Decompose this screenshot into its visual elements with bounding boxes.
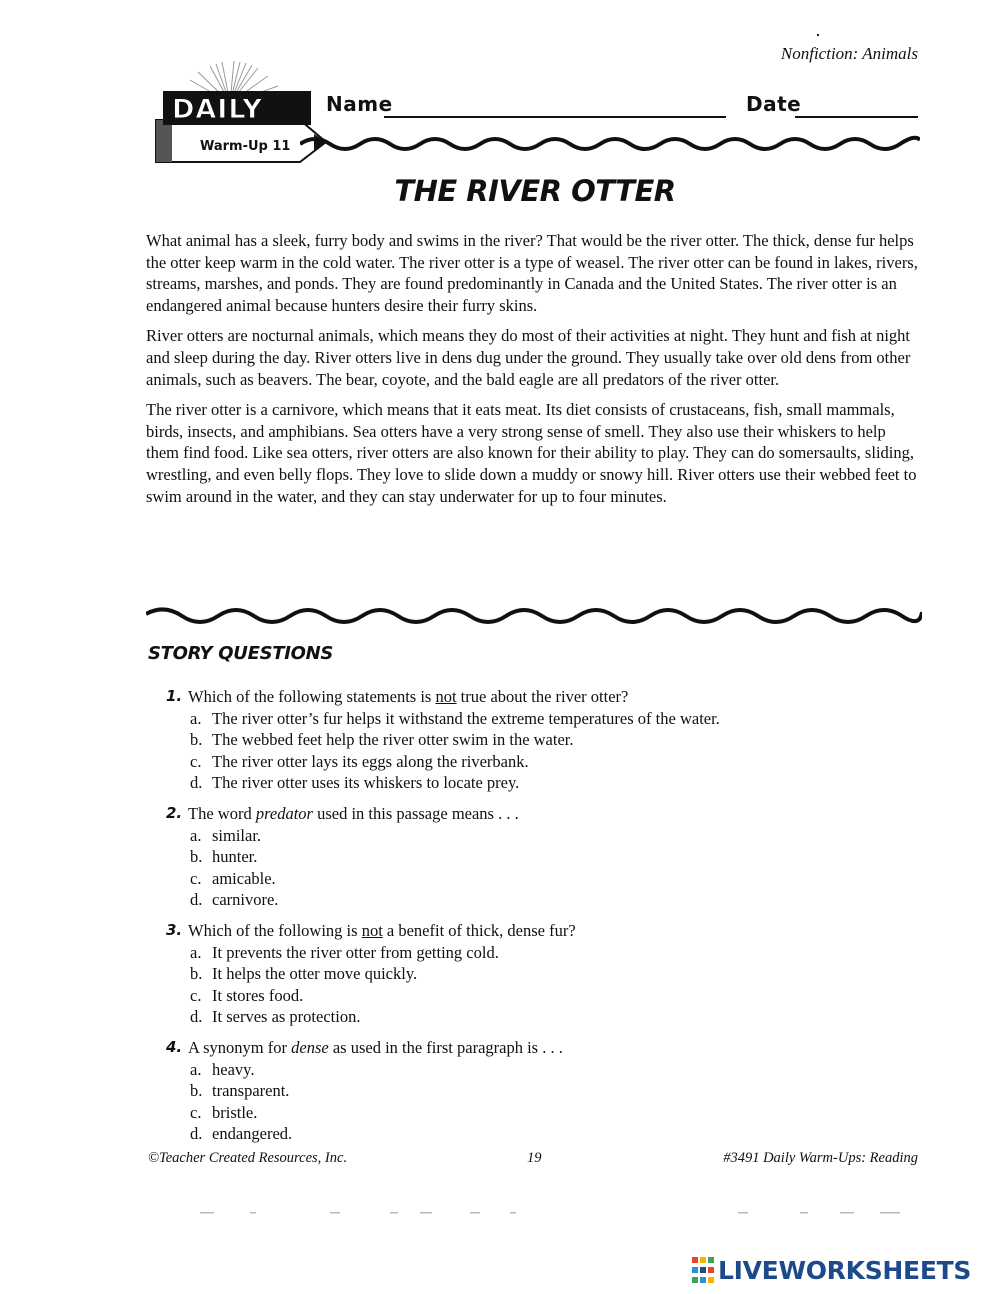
option-letter: c.	[190, 985, 202, 1005]
answer-option[interactable]	[166, 751, 926, 773]
option-text: endangered.	[212, 1124, 293, 1144]
footer-page-number: 19	[527, 1150, 542, 1166]
option-letter: a.	[190, 708, 202, 728]
passage-paragraph: What animal has a sleek, furry body and swims in the river? That would be the river otter. The thick, dense fur helps the otter keep warm in the cold water. The river otter is a type of weasel. The river otter can be found in lakes, rivers, streams, marshes, and ponds. They are found predominantly in Canada and the United States. The river otter is an endangered animal because hunters desire their furry skins.	[146, 231, 918, 315]
option-text: amicable.	[212, 868, 276, 888]
option-text: The river otter’s fur helps it withstand the extreme temperatures of the water.	[212, 708, 720, 728]
option-letter: b.	[190, 847, 203, 867]
name-label: Name	[326, 92, 393, 116]
stem-text: Which of the following is	[188, 920, 362, 940]
question-stem	[166, 686, 926, 708]
option-text: bristle.	[212, 1102, 258, 1122]
answer-option[interactable]	[166, 1080, 926, 1102]
questions-list	[166, 686, 926, 1154]
stem-emphasis: dense	[291, 1037, 329, 1057]
option-letter: a.	[190, 942, 202, 962]
answer-option[interactable]	[166, 942, 926, 964]
footer-copyright: ©Teacher Created Resources, Inc.	[148, 1150, 348, 1166]
answer-option[interactable]	[166, 1123, 926, 1145]
liveworksheets-brand[interactable]	[692, 1254, 971, 1286]
option-text: The river otter uses its whiskers to locate prey.	[212, 773, 520, 793]
answer-option[interactable]	[166, 1102, 926, 1124]
section-label: Nonfiction: Animals	[780, 44, 918, 63]
answer-option[interactable]	[166, 846, 926, 868]
passage-paragraph: The river otter is a carnivore, which means that it eats meat. Its diet consists of crustaceans, fish, small mammals, birds, insects, and amphibians. Sea otters have a very strong sense of smell. They also use their whiskers to help them find food. Like sea otters, river otters are also known for their ability to play. They can do somersaults, sliding, wrestling, and even belly flops. They love to slide down a muddy or snowy hill. River otters use their webbed feet to swim around in the water, and they can stay underwater for up to four minutes.	[146, 400, 917, 506]
option-text: The webbed feet help the river otter swim in the water.	[212, 730, 574, 750]
stem-emphasis: not	[361, 920, 383, 940]
question-stem	[166, 1037, 926, 1059]
question-3	[166, 920, 926, 1028]
answer-option[interactable]	[166, 825, 926, 847]
option-text: The river otter lays its eggs along the riverbank.	[212, 751, 529, 771]
option-text: It stores food.	[212, 985, 304, 1005]
stem-text: used in this passage means . . .	[312, 803, 519, 823]
stem-text: A synonym for	[188, 1037, 292, 1057]
option-letter: d.	[190, 1124, 203, 1144]
question-number: 3.	[166, 920, 183, 939]
option-letter: a.	[190, 1059, 202, 1079]
option-text: transparent.	[212, 1081, 290, 1101]
answer-option[interactable]	[166, 1059, 926, 1081]
option-letter: b.	[190, 964, 203, 984]
question-1	[166, 686, 926, 794]
option-text: hunter.	[212, 847, 258, 867]
option-letter: d.	[190, 773, 203, 793]
answer-option[interactable]	[166, 1006, 926, 1028]
option-letter: a.	[190, 825, 202, 845]
question-number: 1.	[166, 687, 183, 705]
answer-option[interactable]	[166, 729, 926, 751]
answer-option[interactable]	[166, 985, 926, 1007]
page-title: THE RIVER OTTER	[394, 174, 676, 208]
answer-option[interactable]	[166, 868, 926, 890]
stem-text: Which of the following statements is	[188, 687, 436, 706]
stem-text: as used in the first paragraph is . . .	[328, 1037, 563, 1057]
stem-text: The word	[188, 803, 256, 823]
scan-specks	[190, 1210, 910, 1216]
option-letter: c.	[190, 868, 202, 888]
logo-sub-text: Warm-Up 11	[200, 139, 291, 154]
option-text: carnivore.	[212, 890, 279, 910]
option-text: It prevents the river otter from getting cold.	[212, 942, 499, 962]
date-field[interactable]	[795, 116, 918, 118]
wavy-divider-middle	[146, 600, 922, 634]
answer-option[interactable]	[166, 708, 926, 730]
option-letter: c.	[190, 1102, 202, 1122]
footer-book-title: #3491 Daily Warm-Ups: Reading	[723, 1150, 918, 1166]
answer-option[interactable]	[166, 963, 926, 985]
option-letter: d.	[190, 1007, 203, 1027]
stem-emphasis: not	[435, 687, 457, 706]
option-text: It helps the otter move quickly.	[212, 964, 418, 984]
stem-text: true about the river otter?	[456, 687, 629, 706]
question-stem	[166, 803, 926, 825]
brand-name: LIVEWORKSHEETS	[718, 1255, 972, 1285]
option-letter: b.	[190, 730, 203, 750]
story-questions-heading: STORY QUESTIONS	[148, 643, 334, 664]
option-text: similar.	[212, 825, 262, 845]
wavy-divider-top	[300, 126, 920, 156]
option-letter: c.	[190, 751, 202, 771]
answer-option[interactable]	[166, 889, 926, 911]
name-field[interactable]	[384, 116, 726, 118]
passage-paragraph: River otters are nocturnal animals, which means they do most of their activities at night. They hunt and fish at night and sleep during the day. River otters live in dens dug under the ground. They usually take over old dens from other animals, such as beavers. The bear, coyote, and the bald eagle are all predators of the river otter.	[146, 326, 911, 389]
speck-mark	[817, 34, 819, 36]
stem-emphasis: predator	[255, 803, 313, 823]
option-text: heavy.	[212, 1059, 255, 1079]
option-letter: b.	[190, 1081, 203, 1101]
question-number: 4.	[166, 1037, 183, 1056]
reading-passage	[146, 230, 922, 516]
question-2	[166, 803, 926, 911]
option-text: It serves as protection.	[212, 1007, 361, 1027]
liveworksheets-logo-icon	[692, 1257, 714, 1283]
question-number: 2.	[166, 803, 183, 822]
answer-option[interactable]	[166, 772, 926, 794]
logo-main-text: DAILY	[172, 94, 263, 125]
option-letter: d.	[190, 890, 203, 910]
question-4	[166, 1037, 926, 1145]
date-label: Date	[746, 92, 802, 116]
question-stem	[166, 920, 926, 942]
stem-text: a benefit of thick, dense fur?	[382, 920, 576, 940]
